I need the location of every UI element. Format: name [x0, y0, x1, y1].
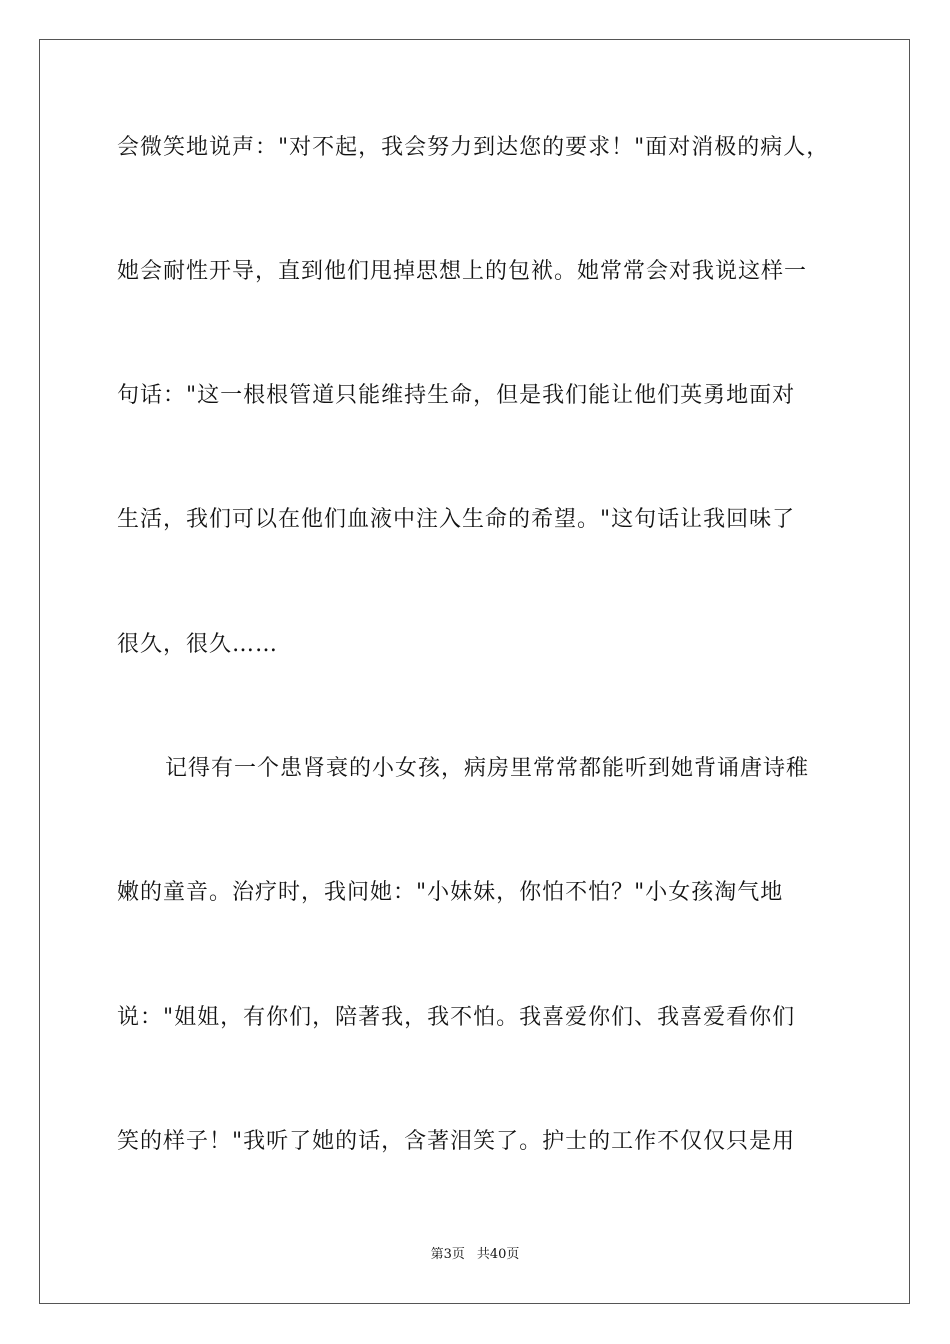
page-number: 第3页 — [430, 1247, 465, 1262]
body-text-line-2: 她会耐性开导，直到他们甩掉思想上的包袱。她常常会对我说这样一 — [117, 259, 808, 284]
page-total: 共40页 — [476, 1247, 520, 1262]
body-text-line-3: 句话："这一根根管道只能维持生命，但是我们能让他们英勇地面对 — [117, 383, 796, 408]
body-text-line-7: 嫩的童音。治疗时，我问她："小妹妹，你怕不怕？"小女孩淘气地 — [117, 880, 784, 905]
page-footer — [0, 1246, 950, 1264]
body-text-line-6: 记得有一个患肾衰的小女孩，病房里常常都能听到她背诵唐诗稚 — [165, 756, 810, 781]
body-text-line-9: 笑的样子！"我听了她的话，含著泪笑了。护士的工作不仅仅只是用 — [117, 1129, 796, 1154]
page-border — [39, 39, 910, 1304]
body-text-line-4: 生活，我们可以在他们血液中注入生命的希望。"这句话让我回味了 — [117, 507, 796, 532]
body-text-line-1: 会微笑地说声："对不起，我会努力到达您的要求！"面对消极的病人， — [117, 135, 830, 160]
body-text-line-8: 说："姐姐，有你们，陪著我，我不怕。我喜爱你们、我喜爱看你们 — [117, 1005, 796, 1030]
body-text-line-5: 很久，很久…… — [117, 632, 279, 657]
